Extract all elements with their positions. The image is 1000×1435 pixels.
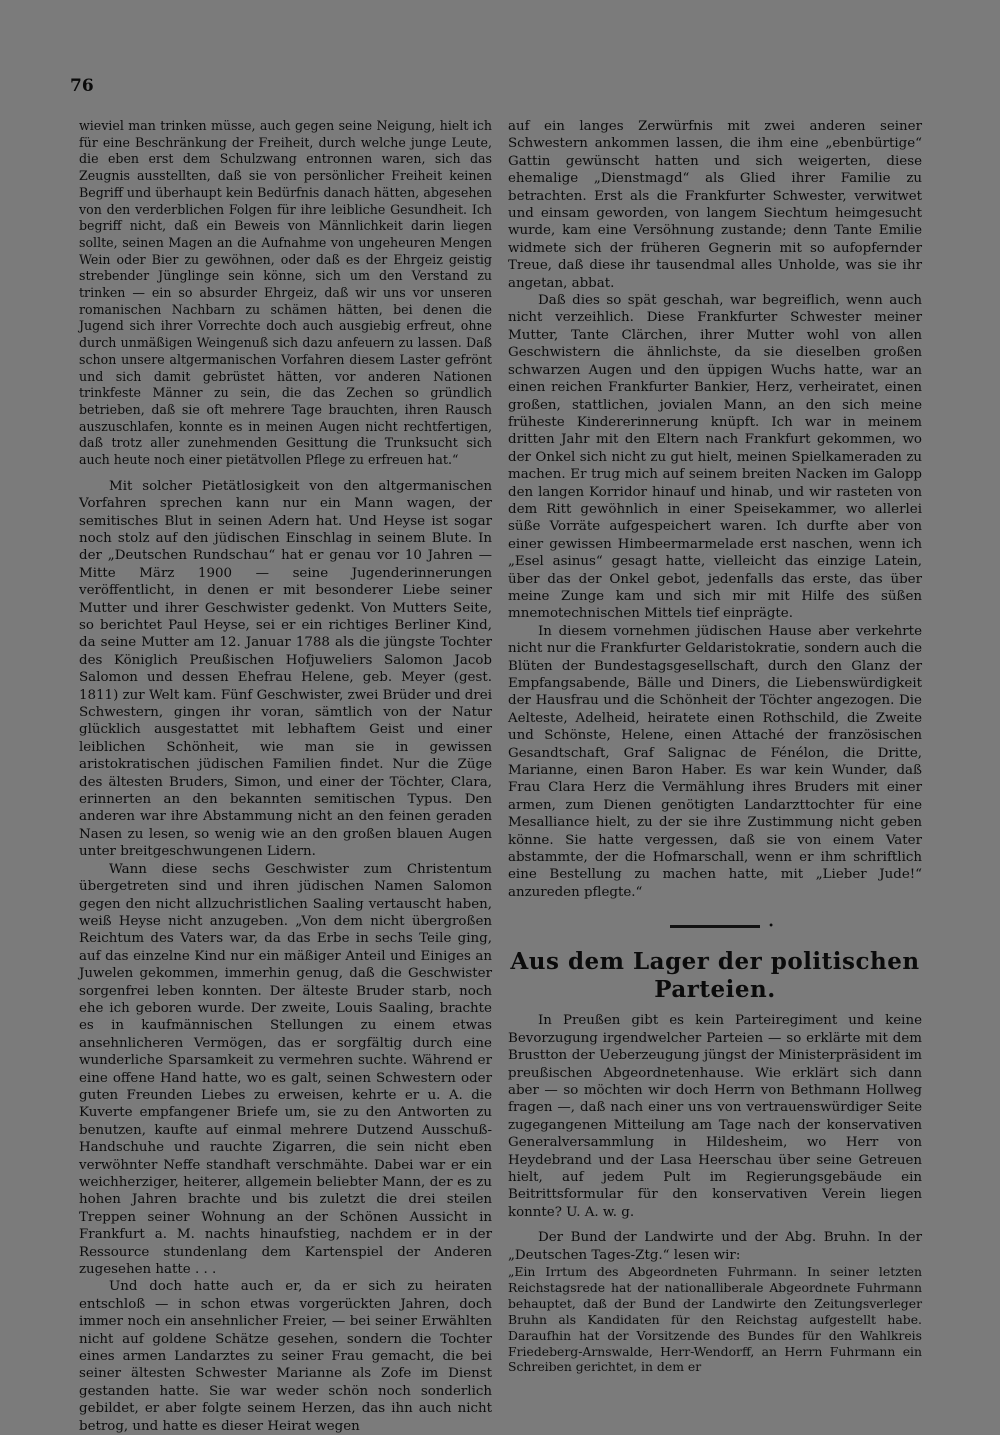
- body-paragraph: In diesem vornehmen jüdischen Hause aber verkehrte nicht nur die Frankfurter Geldaristokratie, sondern auch die Blüten der Bundestagsgesellschaft, durch den Glanz der Empfangsabende, Bälle und Diners, die Liebenswürdigkeit der Hausfrau und die Schönheit der Töchter angezogen. Die Aelteste, Adelheid, heiratete einen Rothschild, die Zweite und Schönste, Helene, einen Attaché der französischen Gesandtschaft, Graf Salignac de Fénélon, die Dritte, Marianne, einen Baron Haber. Es war kein Wunder, daß Frau Clara Herz die Vermählung ihres Bruders mit einer armen, zum Dienen genötigten Landarzttochter für eine Mesalliance hielt, zu der sie ihre Zustimmung nicht geben könne. Sie hatte vergessen, daß sie von einem Vater abstammte, der die Hofmarschall, wenn er ihm schriftlich eine Bestellung zu machen hatte, mit „Lieber Jude!“ anzureden pflegte.“: [508, 623, 922, 900]
- section-title: Aus dem Lager der politischen Parteien.: [510, 948, 920, 1004]
- page-number: 76: [70, 76, 94, 96]
- section-paragraph: Der Bund der Landwirte und der Abg. Bruhn. In der „Deutschen Tages-Ztg.“ lesen wir:: [508, 1230, 922, 1263]
- body-paragraph: Wann diese sechs Geschwister zum Christentum übergetreten sind und ihren jüdischen Namen Salomon gegen den nicht allzuchristlichen Saaling vertauscht haben, weiß Heyse nicht anzugeben. „Von dem nicht übergroßen Reichtum des Vaters war, da das Erbe in sechs Teile ging, auf das einzelne Kind nur ein mäßiger Anteil und Einiges an Juwelen gekommen, immerhin genug, daß die Geschwister sorgenfrei leben konnten. Der älteste Bruder starb, noch ehe ich geboren wurde. Der zweite, Louis Saaling, brachte es in kaufmännischen Stellungen zu einem etwas ansehnlicheren Vermögen, das er sorgfältig durch eine wunderliche Sparsamkeit zu vermehren suchte. Während er eine offene Hand hatte, wo es galt, seinen Schwestern oder guten Freunden Liebes zu erweisen, kehrte er u. A. die Kuverte empfangener Briefe um, sie zu den Antworten zu benutzen, kaufte auf einmal mehrere Dutzend Ausschuß-Handschuhe und rauchte Zigarren, die sein nicht eben verwöhnter Neffe standhaft verschmähte. Dabei war er ein weichherziger, heiterer, allgemein beliebter Mann, der es zu hohen Jahren brachte und bis zuletzt die drei steilen Treppen seiner Wohnung an der Schönen Aussicht in Frankfurt a. M. nachts hinaufstieg, nachdem er in der Ressource stundenlang dem Kartenspiel der Anderen zugesehen hatte . . .: [79, 861, 492, 1278]
- body-paragraph: Mit solcher Pietätlosigkeit von den altgermanischen Vorfahren sprechen kann nur ein Mann wagen, der semitisches Blut in seinen Adern hat. Und Heyse ist sogar noch stolz auf den jüdischen Einschlag in seinem Blute. In der „Deutschen Rundschau“ hat er genau vor 10 Jahren — Mitte März 1900 — seine Jugenderinnerungen veröffentlicht, in denen er mit besonderer Liebe seiner Mutter und ihrer Geschwister gedenkt. Von Mutters Seite, so berichtet Paul Heyse, sei er ein richtiges Berliner Kind, da seine Mutter am 12. Januar 1788 als die jüngste Tochter des Königlich Preußischen Hofjuweliers Salomon Jacob Salomon und dessen Ehefrau Helene, geb. Meyer (gest. 1811) zur Welt kam. Fünf Geschwister, zwei Brüder und drei Schwestern, gingen ihr voran, sämtlich von der Natur glücklich ausgestattet mit lebhaftem Geist und einer leiblichen Schönheit, wie man sie in gewissen aristokratischen jüdischen Familien findet. Nur die Züge des ältesten Bruders, Simon, und einer der Töchter, Clara, erinnerten an den bekannten semitischen Typus. Den anderen war ihre Abstammung nicht an den feinen geraden Nasen zu lesen, so wenig wie an den großen blauen Augen unter breitgeschwungenen Lidern.: [79, 478, 492, 860]
- right-column: [508, 118, 922, 1375]
- divider-dot-icon: •: [768, 921, 774, 933]
- section-quote: „Ein Irrtum des Abgeordneten Fuhrmann. In seiner letzten Reichstagsrede hat der nationalliberale Abgeordnete Fuhrmann behauptet, daß der Bund der Landwirte den Zeitungsverleger Bruhn als Kandidaten für den Reichstag aufgestellt habe. Daraufhin hat der Vorsitzende des Bundes für den Wahlkreis Friedeberg-Arnswalde, Herr-Wendorff, an Herrn Fuhrmann ein Schreiben gerichtet, in dem er: [508, 1263, 922, 1375]
- quote-paragraph: wieviel man trinken müsse, auch gegen seine Neigung, hielt ich für eine Beschränkung der Freiheit, durch welche junge Leute, die eben erst dem Schulzwang entronnen waren, sich das Zeugnis ausstellten, daß sie von persönlicher Freiheit keinen Begriff und überhaupt kein Bedürfnis danach hätten, abgesehen von den verderblichen Folgen für ihre leibliche Gesundheit. Ich begriff nicht, daß ein Beweis von Männlichkeit darin liegen sollte, seinen Magen an die Aufnahme von ungeheuren Mengen Wein oder Bier zu gewöhnen, oder daß es der Ehrgeiz geistig strebender Jünglinge sein könne, sich um den Verstand zu trinken — ein so absurder Ehrgeiz, daß wir uns vor unseren romanischen Nachbarn zu schämen hätten, bei denen die Jugend sich ihrer Vorrechte doch auch ausgiebig erfreut, ohne durch unmäßigen Weingenuß sich dazu anfeuern zu lassen. Daß schon unsere altgermanischen Vorfahren diesem Laster gefrönt und sich damit gebrüstet hätten, vor anderen Nationen trinkfeste Männer zu sein, die das Zechen so gründlich betrieben, daß sie oft mehrere Tage brauchten, ihren Rausch auszuschlafen, konnte es in meinen Augen nicht rechtfertigen, daß trotz aller zunehmenden Gesittung die Trunksucht sich auch heute noch einer pietätvollen Pflege zu erfreuen hat.“: [79, 118, 492, 468]
- section-paragraph: In Preußen gibt es kein Parteiregiment und keine Bevorzugung irgendwelcher Parteien — so erklärte mit dem Brustton der Ueberzeugung jüngst der Ministerpräsident im preußischen Abgeordnetenhause. Wie erklärt sich dann aber — so möchten wir doch Herrn von Bethmann Hollweg fragen —, daß nach einer uns von vertrauenswürdiger Seite zugegangenen Mitteilung am Tage nach der konservativen Generalversammlung in Hildesheim, wo Herr von Heydebrand und der Lasa Heerschau über seine Getreuen hielt, auf jedem Pult im Regierungsgebäude ein Beitrittsformular für den konservativen Verein liegen konnte? U. A. w. g.: [508, 1013, 922, 1220]
- body-paragraph: auf ein langes Zerwürfnis mit zwei anderen seiner Schwestern ankommen lassen, die ihm eine „ebenbürtige“ Gattin gewünscht hatten und sich weigerten, diese ehemalige „Dienstmagd“ als Glied ihrer Familie zu betrachten. Erst als die Frankfurter Schwester, verwitwet und einsam geworden, von langem Siechtum heimgesucht wurde, kam eine Versöhnung zustande; denn Tante Emilie widmete sich der früheren Gegnerin mit so aufopfernder Treue, daß diese ihr tausendmal alles Unholde, was sie ihr angetan, abbat.: [508, 119, 922, 291]
- body-paragraph: Daß dies so spät geschah, war begreiflich, wenn auch nicht verzeihlich. Diese Frankfurter Schwester meiner Mutter, Tante Clärchen, ihrer Mutter wohl von allen Geschwistern die ähnlichste, da sie dieselben großen schwarzen Augen und den üppigen Wuchs hatte, war an einen reichen Frankfurter Bankier, Herz, verheiratet, einen großen, stattlichen, jovialen Mann, an den sich meine früheste Kindererinnerung knüpft. Ich war in meinem dritten Jahr mit den Eltern nach Frankfurt gekommen, wo der Onkel sich nicht zu gut hielt, meinen Spielkameraden zu machen. Er trug mich auf seinem breiten Nacken im Galopp den langen Korridor hinauf und hinab, und wir rasteten von dem Ritt gewöhnlich in einer Speisekammer, wo allerlei süße Vorräte aufgespeichert waren. Ich durfte aber von einer gewissen Himbeermarmelade erst naschen, wenn ich „Esel asinus“ gesagt hatte, vielleicht das einzige Latein, über das der Onkel gebot, jedenfalls das erste, das über meine Zunge kam und sich mir mit Hilfe des süßen mnemotechnischen Mittels tief einprägte.: [508, 293, 922, 622]
- body-paragraph: Und doch hatte auch er, da er sich zu heiraten entschloß — in schon etwas vorgerückten Jahren, doch immer noch ein ansehnlicher Freier, — bei seiner Erwählten nicht auf goldene Schätze gesehen, sondern die Tochter eines armen Landarztes zu seiner Frau gemacht, die bei seiner ältesten Schwester Marianne als Zofe im Dienst gestanden hatte. Sie war weder schön noch sonderlich gebildet, er aber folgte seinem Herzen, das ihn auch nicht betrog, und hatte es dieser Heirat wegen: [79, 1279, 492, 1434]
- left-column: [79, 118, 492, 1435]
- section-divider: [670, 921, 774, 933]
